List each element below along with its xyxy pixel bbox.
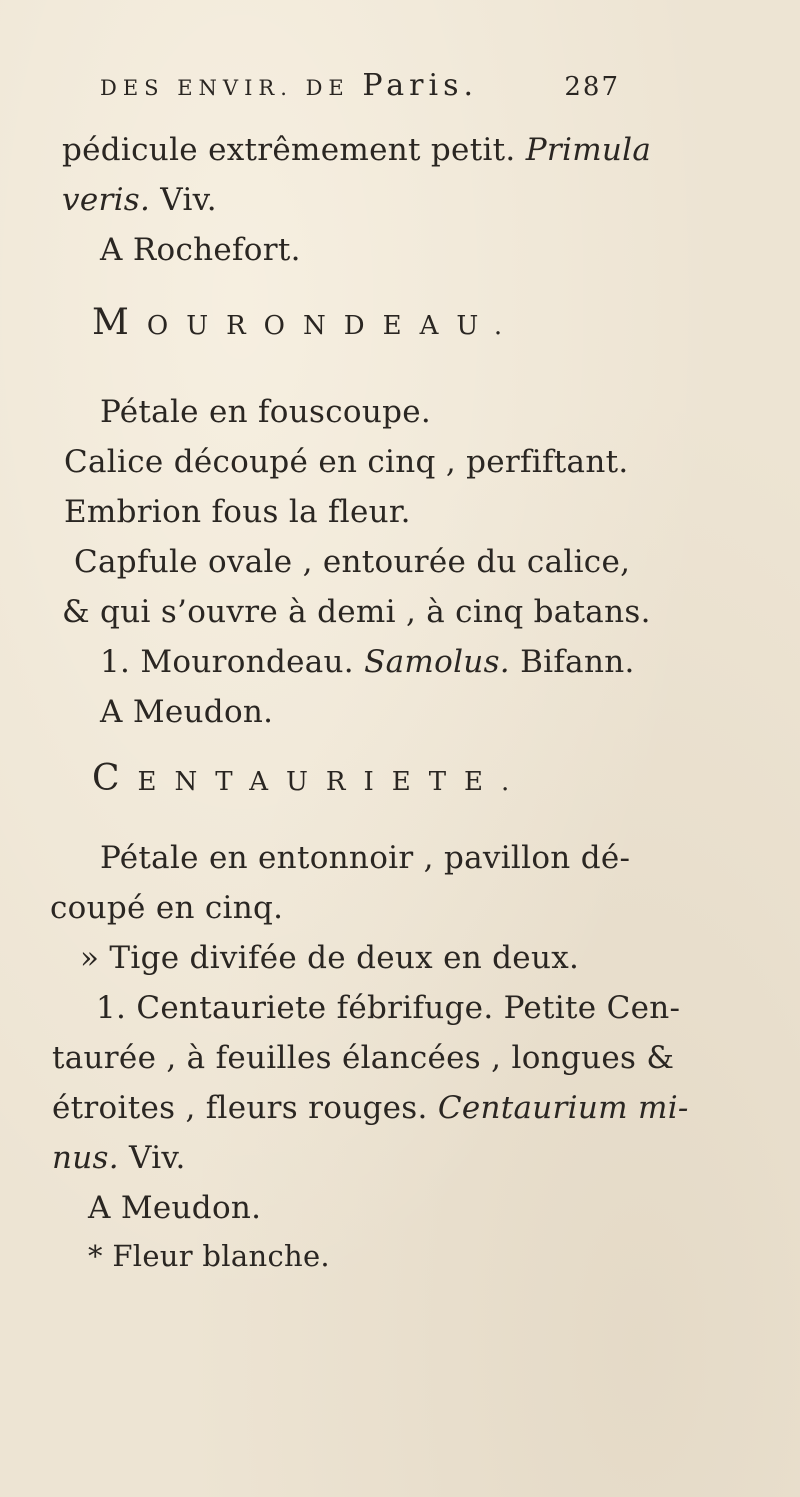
running-title-part-3: Paris. xyxy=(362,68,479,103)
text-line: 1. Centauriete fébrifuge. Petite Cen- xyxy=(96,990,681,1026)
text-line: Calice découpé en cinq , perfiftant. xyxy=(64,444,629,480)
text-line: A Meudon. xyxy=(100,694,274,730)
text-line xyxy=(100,642,635,682)
text-line: Capfule ovale , entourée du calice, xyxy=(74,544,631,580)
italic-text-run: veris. xyxy=(62,182,151,218)
text-line: Pétale en entonnoir , pavillon dé- xyxy=(100,840,631,876)
text-line xyxy=(62,130,651,170)
title-rest: OURONDEAU. xyxy=(146,311,521,341)
text-line: A Meudon. xyxy=(88,1190,262,1226)
text-line xyxy=(62,180,217,220)
text-run: Viv. xyxy=(118,1140,186,1176)
text-line xyxy=(52,1138,186,1178)
text-line: A Rochefort. xyxy=(100,232,301,268)
text-run: étroites , fleurs rouges. xyxy=(52,1090,438,1126)
text-line: Pétale en fouscoupe. xyxy=(100,394,432,430)
footnote-line: * Fleur blanche. xyxy=(88,1239,330,1273)
text-run: 1. Mourondeau. xyxy=(100,644,365,680)
text-line: & qui s’ouvre à demi , à cinq batans. xyxy=(62,594,651,630)
section-title-centauriete xyxy=(92,758,527,799)
italic-text-run: Primula xyxy=(525,132,652,168)
title-rest: ENTAURIETE. xyxy=(137,767,528,797)
text-line: » Tige divifée de deux en deux. xyxy=(80,940,580,976)
italic-text-run: Centaurium mi- xyxy=(437,1090,689,1126)
text-run: Viv. xyxy=(150,182,217,218)
text-line: taurée , à feuilles élancées , longues & xyxy=(52,1040,675,1076)
italic-text-run: nus. xyxy=(52,1140,119,1176)
text-line xyxy=(52,1088,689,1128)
running-header xyxy=(100,68,620,112)
title-initial: C xyxy=(92,758,138,799)
text-run: pédicule extrêmement petit. xyxy=(62,132,526,168)
text-line: Embrion fous la fleur. xyxy=(64,494,411,530)
running-title-part-1: DES ENVIR. xyxy=(100,76,293,100)
text-line: coupé en cinq. xyxy=(50,890,284,926)
running-title-part-2: DE xyxy=(305,76,363,100)
page-number: 287 xyxy=(564,72,620,102)
italic-text-run: Samolus. xyxy=(364,644,510,680)
section-title-mourondeau xyxy=(92,302,520,343)
text-run: Bifann. xyxy=(509,644,635,680)
title-initial: M xyxy=(92,302,147,343)
